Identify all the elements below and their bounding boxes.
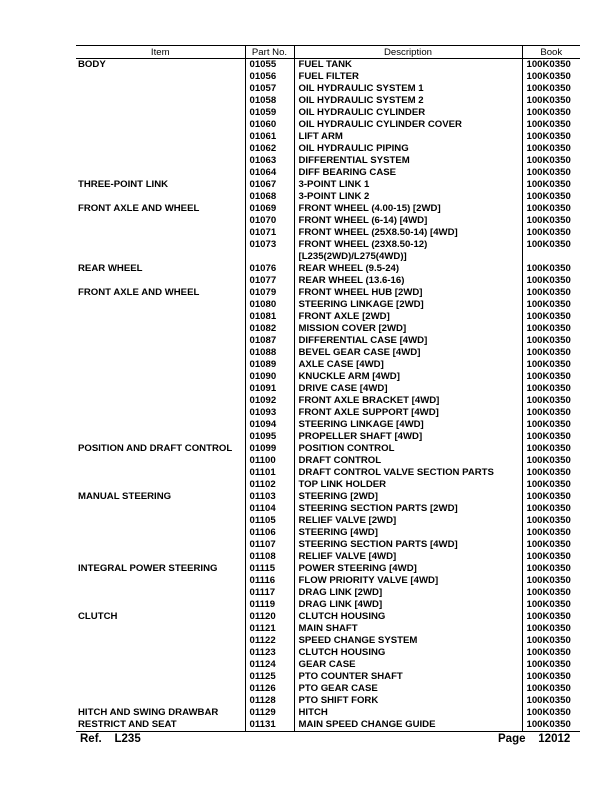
row-item	[76, 371, 245, 383]
table-row	[76, 611, 580, 623]
row-description: STEERING SECTION PARTS [4WD]	[294, 539, 522, 551]
page-value: 12012	[538, 733, 571, 745]
row-part-no: 01069	[245, 203, 294, 215]
row-book: 100K0350	[522, 71, 580, 83]
row-description: DIFF BEARING CASE	[294, 167, 522, 179]
row-part-no: 01088	[245, 347, 294, 359]
row-book: 100K0350	[522, 347, 580, 359]
row-description: OIL HYDRAULIC CYLINDER COVER	[294, 119, 522, 131]
row-part-no: 01106	[245, 527, 294, 539]
row-item: HITCH AND SWING DRAWBAR	[78, 707, 219, 718]
row-part-no: 01121	[245, 623, 294, 635]
table-row	[76, 395, 580, 407]
row-book: 100K0350	[522, 707, 580, 719]
row-item: POSITION AND DRAFT CONTROL	[78, 443, 233, 454]
row-description: KNUCKLE ARM [4WD]	[294, 371, 522, 383]
row-description: DIFFERENTIAL SYSTEM	[294, 155, 522, 167]
row-description: RELIEF VALVE [2WD]	[294, 515, 522, 527]
row-book: 100K0350	[522, 167, 580, 179]
row-book: 100K0350	[522, 263, 580, 275]
row-description: OIL HYDRAULIC PIPING	[294, 143, 522, 155]
table-row	[76, 347, 580, 359]
table-row	[76, 143, 580, 155]
row-item: FRONT AXLE AND WHEEL	[78, 203, 200, 214]
row-item	[76, 167, 245, 179]
row-book: 100K0350	[522, 635, 580, 647]
row-description: GEAR CASE	[294, 659, 522, 671]
row-description: PROPELLER SHAFT [4WD]	[294, 431, 522, 443]
row-book: 100K0350	[522, 311, 580, 323]
row-description: REAR WHEEL (9.5-24)	[294, 263, 522, 275]
row-part-no: 01117	[245, 587, 294, 599]
row-book: 100K0350	[522, 551, 580, 563]
table-row	[76, 719, 580, 732]
row-part-no: 01103	[245, 491, 294, 503]
table-row	[76, 455, 580, 467]
row-book: 100K0350	[522, 527, 580, 539]
row-book: 100K0350	[522, 203, 580, 215]
row-item	[76, 119, 245, 131]
table-row	[76, 203, 580, 215]
page-label: Page	[498, 733, 526, 745]
row-part-no: 01115	[245, 563, 294, 575]
row-description: STEERING LINKAGE [4WD]	[294, 419, 522, 431]
row-description: 3-POINT LINK 1	[294, 179, 522, 191]
row-item	[76, 455, 245, 467]
row-part-no: 01104	[245, 503, 294, 515]
table-row	[76, 311, 580, 323]
row-description: FUEL FILTER	[294, 71, 522, 83]
row-part-no: 01119	[245, 599, 294, 611]
row-description: HITCH	[294, 707, 522, 719]
row-part-no: 01089	[245, 359, 294, 371]
row-item	[76, 131, 245, 143]
row-part-no: 01080	[245, 299, 294, 311]
table-row	[76, 563, 580, 575]
row-book: 100K0350	[522, 299, 580, 311]
row-book: 100K0350	[522, 95, 580, 107]
row-description: FUEL TANK	[294, 59, 522, 72]
row-book: 100K0350	[522, 215, 580, 227]
row-description: MAIN SHAFT	[294, 623, 522, 635]
row-part-no: 01123	[245, 647, 294, 659]
table-row	[76, 515, 580, 527]
table-row	[76, 299, 580, 311]
row-description: FRONT WHEEL (6-14) [4WD]	[294, 215, 522, 227]
header-description: Description	[294, 46, 522, 59]
row-book: 100K0350	[522, 395, 580, 407]
footer-page	[498, 733, 570, 745]
row-description: MISSION COVER [2WD]	[294, 323, 522, 335]
table-row	[76, 263, 580, 275]
row-item	[76, 95, 245, 107]
table-row	[76, 491, 580, 503]
table-row	[76, 575, 580, 587]
row-item: REAR WHEEL	[78, 263, 143, 274]
row-part-no: 01064	[245, 167, 294, 179]
table-row	[76, 227, 580, 239]
row-description: STEERING [4WD]	[294, 527, 522, 539]
row-part-no: 01108	[245, 551, 294, 563]
table-header-row	[76, 46, 580, 59]
row-description: AXLE CASE [4WD]	[294, 359, 522, 371]
row-part-no: 01079	[245, 287, 294, 299]
row-item	[76, 575, 245, 587]
row-part-no: 01093	[245, 407, 294, 419]
row-item	[76, 467, 245, 479]
row-book: 100K0350	[522, 191, 580, 203]
row-item	[76, 503, 245, 515]
row-part-no: 01076	[245, 263, 294, 275]
row-book: 100K0350	[522, 335, 580, 347]
description-line-2: [L235(2WD)/L275(4WD)]	[298, 251, 407, 262]
row-book: 100K0350	[522, 599, 580, 611]
table-row	[76, 107, 580, 119]
row-book: 100K0350	[522, 491, 580, 503]
header-book: Book	[522, 46, 580, 59]
row-description: 3-POINT LINK 2	[294, 191, 522, 203]
row-book: 100K0350	[522, 383, 580, 395]
row-book: 100K0350	[522, 563, 580, 575]
row-description: SPEED CHANGE SYSTEM	[294, 635, 522, 647]
row-book: 100K0350	[522, 695, 580, 707]
row-part-no: 01059	[245, 107, 294, 119]
row-item	[76, 671, 245, 683]
row-item	[76, 143, 245, 155]
row-part-no: 01073	[245, 239, 294, 263]
row-item	[76, 323, 245, 335]
row-book: 100K0350	[522, 479, 580, 491]
table-row	[76, 131, 580, 143]
row-part-no: 01128	[245, 695, 294, 707]
row-item	[76, 359, 245, 371]
row-book: 100K0350	[522, 611, 580, 623]
table-row	[76, 359, 580, 371]
row-description: POWER STEERING [4WD]	[294, 563, 522, 575]
description-line-1: FRONT WHEEL (23X8.50-12)	[298, 239, 428, 250]
row-item	[76, 191, 245, 203]
row-item	[76, 155, 245, 167]
row-description: MAIN SPEED CHANGE GUIDE	[294, 719, 522, 732]
row-part-no: 01057	[245, 83, 294, 95]
row-description: LIFT ARM	[294, 131, 522, 143]
row-item	[76, 71, 245, 83]
row-description: PTO GEAR CASE	[294, 683, 522, 695]
row-item: CLUTCH	[78, 611, 118, 622]
table-row	[76, 443, 580, 455]
table-row	[76, 467, 580, 479]
row-description: PTO SHIFT FORK	[294, 695, 522, 707]
row-item	[76, 539, 245, 551]
table-row	[76, 83, 580, 95]
row-book: 100K0350	[522, 179, 580, 191]
table-row	[76, 407, 580, 419]
row-item: FRONT AXLE AND WHEEL	[78, 287, 200, 298]
row-item	[76, 227, 245, 239]
table-row	[76, 155, 580, 167]
row-description: FRONT AXLE SUPPORT [4WD]	[294, 407, 522, 419]
row-description: POSITION CONTROL	[294, 443, 522, 455]
header-part-no: Part No.	[245, 46, 294, 59]
row-item: INTEGRAL POWER STEERING	[78, 563, 218, 574]
row-description: STEERING [2WD]	[294, 491, 522, 503]
row-part-no: 01067	[245, 179, 294, 191]
row-book: 100K0350	[522, 371, 580, 383]
table-row	[76, 539, 580, 551]
row-item	[76, 215, 245, 227]
row-item	[76, 335, 245, 347]
row-description: REAR WHEEL (13.6-16)	[294, 275, 522, 287]
row-description: CLUTCH HOUSING	[294, 647, 522, 659]
row-description: DRAG LINK [2WD]	[294, 587, 522, 599]
row-part-no: 01077	[245, 275, 294, 287]
row-book: 100K0350	[522, 323, 580, 335]
table-row	[76, 683, 580, 695]
row-book: 100K0350	[522, 407, 580, 419]
row-part-no: 01122	[245, 635, 294, 647]
row-book: 100K0350	[522, 647, 580, 659]
table-row	[76, 179, 580, 191]
row-description	[294, 239, 522, 263]
row-description: DIFFERENTIAL CASE [4WD]	[294, 335, 522, 347]
row-description: BEVEL GEAR CASE [4WD]	[294, 347, 522, 359]
row-item: MANUAL STEERING	[78, 491, 172, 502]
row-book: 100K0350	[522, 239, 580, 263]
row-book: 100K0350	[522, 455, 580, 467]
table-row	[76, 647, 580, 659]
table-row	[76, 71, 580, 83]
table-row	[76, 599, 580, 611]
table-row	[76, 527, 580, 539]
row-part-no: 01131	[245, 719, 294, 732]
row-item	[76, 239, 245, 263]
row-description: OIL HYDRAULIC CYLINDER	[294, 107, 522, 119]
ref-value: L235	[114, 733, 141, 745]
row-book: 100K0350	[522, 107, 580, 119]
row-book: 100K0350	[522, 227, 580, 239]
row-part-no: 01062	[245, 143, 294, 155]
row-book: 100K0350	[522, 515, 580, 527]
row-item	[76, 659, 245, 671]
row-book: 100K0350	[522, 623, 580, 635]
row-book: 100K0350	[522, 131, 580, 143]
row-item	[76, 623, 245, 635]
row-description: OIL HYDRAULIC SYSTEM 1	[294, 83, 522, 95]
row-item	[76, 383, 245, 395]
row-part-no: 01092	[245, 395, 294, 407]
row-item	[76, 695, 245, 707]
row-book: 100K0350	[522, 431, 580, 443]
table-row	[76, 431, 580, 443]
table-row	[76, 551, 580, 563]
row-description: FRONT WHEEL (4.00-15) [2WD]	[294, 203, 522, 215]
row-item: BODY	[78, 59, 106, 70]
row-description: FLOW PRIORITY VALVE [4WD]	[294, 575, 522, 587]
row-book: 100K0350	[522, 59, 580, 72]
row-part-no: 01120	[245, 611, 294, 623]
row-part-no: 01063	[245, 155, 294, 167]
table-row	[76, 587, 580, 599]
row-description: DRAFT CONTROL VALVE SECTION PARTS	[294, 467, 522, 479]
row-description: TOP LINK HOLDER	[294, 479, 522, 491]
row-description: OIL HYDRAULIC SYSTEM 2	[294, 95, 522, 107]
row-book: 100K0350	[522, 671, 580, 683]
row-item	[76, 107, 245, 119]
row-description: DRAFT CONTROL	[294, 455, 522, 467]
table-row	[76, 671, 580, 683]
table-row	[76, 635, 580, 647]
row-part-no: 01070	[245, 215, 294, 227]
row-description: DRAG LINK [4WD]	[294, 599, 522, 611]
table-row	[76, 275, 580, 287]
row-part-no: 01129	[245, 707, 294, 719]
row-part-no: 01126	[245, 683, 294, 695]
row-item	[76, 419, 245, 431]
row-part-no: 01094	[245, 419, 294, 431]
row-part-no: 01091	[245, 383, 294, 395]
row-book: 100K0350	[522, 539, 580, 551]
row-item	[76, 395, 245, 407]
row-book: 100K0350	[522, 287, 580, 299]
row-book: 100K0350	[522, 275, 580, 287]
table-row	[76, 707, 580, 719]
row-description: FRONT AXLE [2WD]	[294, 311, 522, 323]
row-part-no: 01116	[245, 575, 294, 587]
row-part-no: 01095	[245, 431, 294, 443]
table-row	[76, 95, 580, 107]
row-description: RELIEF VALVE [4WD]	[294, 551, 522, 563]
row-item	[76, 635, 245, 647]
row-part-no: 01068	[245, 191, 294, 203]
row-part-no: 01056	[245, 71, 294, 83]
row-part-no: 01105	[245, 515, 294, 527]
row-book: 100K0350	[522, 659, 580, 671]
row-part-no: 01090	[245, 371, 294, 383]
table-row	[76, 59, 580, 72]
row-book: 100K0350	[522, 419, 580, 431]
row-part-no: 01081	[245, 311, 294, 323]
row-description: STEERING LINKAGE [2WD]	[294, 299, 522, 311]
row-item	[76, 683, 245, 695]
row-item	[76, 431, 245, 443]
row-description: FRONT WHEEL HUB [2WD]	[294, 287, 522, 299]
table-row	[76, 503, 580, 515]
row-book: 100K0350	[522, 119, 580, 131]
table-row	[76, 287, 580, 299]
row-book: 100K0350	[522, 587, 580, 599]
row-part-no: 01055	[245, 59, 294, 72]
row-item	[76, 275, 245, 287]
row-item: THREE-POINT LINK	[78, 179, 169, 190]
table-row	[76, 239, 580, 263]
table-row	[76, 215, 580, 227]
row-part-no: 01060	[245, 119, 294, 131]
row-part-no: 01101	[245, 467, 294, 479]
table-row	[76, 335, 580, 347]
row-book: 100K0350	[522, 155, 580, 167]
row-item	[76, 599, 245, 611]
row-item: RESTRICT AND SEAT	[76, 719, 245, 732]
row-item	[76, 311, 245, 323]
table-row	[76, 119, 580, 131]
row-part-no: 01102	[245, 479, 294, 491]
row-item	[76, 551, 245, 563]
row-description: FRONT WHEEL (25X8.50-14) [4WD]	[294, 227, 522, 239]
table-row	[76, 383, 580, 395]
row-book: 100K0350	[522, 467, 580, 479]
row-description: STEERING SECTION PARTS [2WD]	[294, 503, 522, 515]
row-part-no: 01099	[245, 443, 294, 455]
row-description: PTO COUNTER SHAFT	[294, 671, 522, 683]
row-part-no: 01058	[245, 95, 294, 107]
row-part-no: 01124	[245, 659, 294, 671]
row-book: 100K0350	[522, 719, 580, 732]
row-book: 100K0350	[522, 683, 580, 695]
row-book: 100K0350	[522, 443, 580, 455]
row-description: FRONT AXLE BRACKET [4WD]	[294, 395, 522, 407]
table-row	[76, 659, 580, 671]
table-row	[76, 695, 580, 707]
table-row	[76, 323, 580, 335]
table-row	[76, 191, 580, 203]
row-part-no: 01125	[245, 671, 294, 683]
row-item	[76, 515, 245, 527]
row-item	[76, 527, 245, 539]
footer-ref	[80, 733, 141, 745]
row-item	[76, 647, 245, 659]
row-item	[76, 347, 245, 359]
row-part-no: 01100	[245, 455, 294, 467]
row-book: 100K0350	[522, 143, 580, 155]
row-item	[76, 587, 245, 599]
row-book: 100K0350	[522, 575, 580, 587]
row-item	[76, 299, 245, 311]
row-description: CLUTCH HOUSING	[294, 611, 522, 623]
row-description: DRIVE CASE [4WD]	[294, 383, 522, 395]
row-book: 100K0350	[522, 503, 580, 515]
header-item: Item	[76, 46, 245, 59]
table-body	[76, 59, 580, 732]
row-item	[76, 83, 245, 95]
table-row	[76, 479, 580, 491]
table-row	[76, 623, 580, 635]
table-row	[76, 371, 580, 383]
row-part-no: 01107	[245, 539, 294, 551]
parts-table	[76, 45, 580, 732]
table-row	[76, 419, 580, 431]
row-item	[76, 479, 245, 491]
row-part-no: 01087	[245, 335, 294, 347]
row-book: 100K0350	[522, 359, 580, 371]
ref-label: Ref.	[80, 733, 102, 745]
row-item	[76, 407, 245, 419]
row-book: 100K0350	[522, 83, 580, 95]
row-part-no: 01071	[245, 227, 294, 239]
row-part-no: 01082	[245, 323, 294, 335]
row-part-no: 01061	[245, 131, 294, 143]
table-row	[76, 167, 580, 179]
